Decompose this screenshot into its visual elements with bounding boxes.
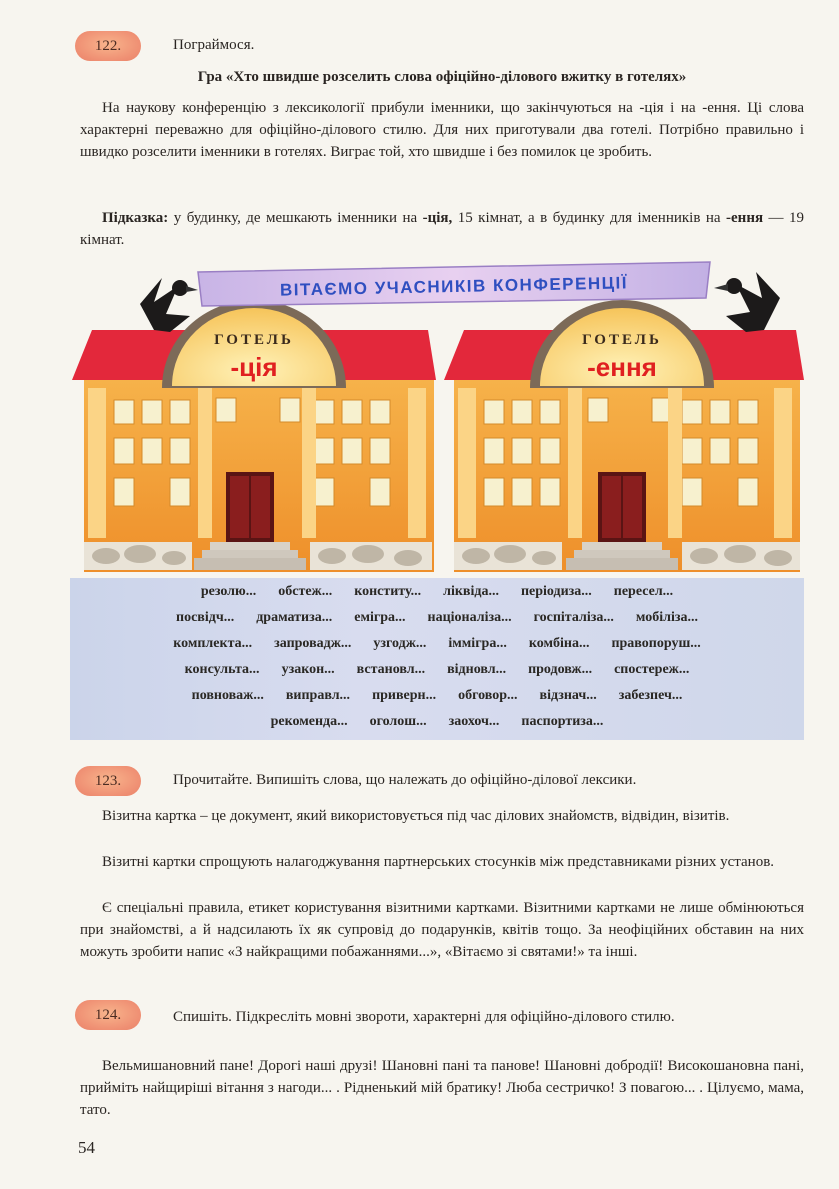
exercise-paragraph: Вельмишановний пане! Дорогі наші друзі! Шановні пані та панове! Шановні добродії! Високошановна пані, прийміть найщиріші вітання з нагоди... . Рідненький мій братику! Люба сестричко! З повагою... . Цілуємо, мама, тато. xyxy=(80,1058,804,1118)
page-number: 54 xyxy=(78,1138,95,1157)
word-fragment: пересел... xyxy=(613,584,674,599)
word-fragment: конститу... xyxy=(354,584,422,599)
word-fragment: обстеж... xyxy=(278,584,333,599)
word-fragment: ліквіда... xyxy=(443,584,499,599)
hint-suffix: -ення xyxy=(726,210,764,226)
hint-text: у будинку, де мешкають іменники на xyxy=(168,210,423,226)
hotel-left-sign-text: ГОТЕЛЬ xyxy=(214,332,294,348)
word-row xyxy=(70,636,804,652)
word-fragment: обговор... xyxy=(458,688,518,703)
hint-label: Підказка: xyxy=(102,210,169,226)
exercise-paragraph: Візитні картки спрощують налагоджування партнерських стосунків між представниками різних установ. xyxy=(102,854,775,870)
hotels-illustration xyxy=(70,258,804,578)
word-fragment: резолю... xyxy=(200,584,257,599)
exercise-title: Пограймося. xyxy=(173,37,255,53)
exercise-paragraph: Візитна картка – це документ, який використовується під час ділових знайомств, відвідин, візитів. xyxy=(102,808,730,824)
crow-left-icon xyxy=(140,278,198,332)
word-fragment: запровадж... xyxy=(274,636,352,651)
crow-right-icon xyxy=(714,272,780,332)
word-fragment: узгодж... xyxy=(373,636,427,651)
word-fragment: драматиза... xyxy=(256,610,333,625)
exercise-paragraph: На наукову конференцію з лексикології прибули іменники, що закінчуються на -ція і на -ення. Ці слова характерні переважно для офіційно-ділового стилю. Для них приготували два готелі. Потрібно правильно і швидко розселити іменники в готелях. Виграє той, хто швидше і без помилок це зробить. xyxy=(80,100,804,160)
hint-text: — 19 кімнат. xyxy=(80,210,804,248)
hotel-right-suffix: -ення xyxy=(587,352,657,382)
word-fragment: посвідч... xyxy=(176,610,235,625)
word-fragment: оголош... xyxy=(369,714,427,729)
word-fragment: забезпеч... xyxy=(618,688,683,703)
hint-paragraph xyxy=(80,207,804,251)
word-fragment: періодиза... xyxy=(520,584,592,599)
word-row xyxy=(70,662,804,678)
word-fragment: відзнач... xyxy=(539,688,597,703)
exercise-number-badge: 123. xyxy=(75,766,141,796)
word-row xyxy=(70,688,804,704)
hint-suffix: -ція, xyxy=(422,210,453,226)
word-fragment: рекоменда... xyxy=(270,714,348,729)
exercise-number-badge: 124. xyxy=(75,1000,141,1030)
word-fragment: приверн... xyxy=(372,688,437,703)
game-title: Гра «Хто швидше розселить слова офіційно-ділового вжитку в готелях» xyxy=(197,69,687,85)
word-fragment: націоналіза... xyxy=(427,610,512,625)
word-fragment: іммігра... xyxy=(448,636,507,651)
word-fragment: виправл... xyxy=(285,688,351,703)
word-row xyxy=(70,714,804,730)
banner-text: ВІТАЄМО УЧАСНИКІВ КОНФЕРЕНЦІЇ xyxy=(279,273,629,300)
word-fragment: паспортиза... xyxy=(521,714,604,729)
word-fragment: відновл... xyxy=(447,662,507,677)
word-fragment: комплекта... xyxy=(173,636,253,651)
word-fragment: консульта... xyxy=(184,662,260,677)
word-fragments-panel xyxy=(70,578,804,740)
word-fragment: повноваж... xyxy=(191,688,264,703)
exercise-title: Спишіть. Підкресліть мовні звороти, характерні для офіційно-ділового стилю. xyxy=(173,1009,675,1025)
word-fragment: узакон... xyxy=(281,662,335,677)
hint-text: 15 кімнат, а в будинку для іменників на xyxy=(452,210,727,226)
word-fragment: комбіна... xyxy=(528,636,590,651)
exercise-title: Прочитайте. Випишіть слова, що належать до офіційно-ділової лексики. xyxy=(173,772,637,788)
word-fragment: встановл... xyxy=(356,662,426,677)
exercise-paragraph: Є спеціальні правила, етикет користування візитними картками. Візитними картками не лише обмінюються при знайомстві, а й надсилають їх як супровід до подарунків, квітів тощо. За неофіційних обставин на них можуть зробити напис «З найкращими побажаннями...», «Вітаємо зі святами!» та інші. xyxy=(80,900,804,960)
word-fragment: спостереж... xyxy=(614,662,690,677)
hotel-right-sign-text: ГОТЕЛЬ xyxy=(582,332,662,348)
exercise-number-badge: 122. xyxy=(75,31,141,61)
word-fragment: продовж... xyxy=(528,662,593,677)
word-fragment: заохоч... xyxy=(448,714,500,729)
word-fragment: мобіліза... xyxy=(635,610,698,625)
word-fragment: правопоруш... xyxy=(611,636,701,651)
word-fragment: емігра... xyxy=(354,610,406,625)
word-row xyxy=(70,584,804,600)
word-row xyxy=(70,610,804,626)
hotel-left-suffix: -ція xyxy=(230,352,278,382)
word-fragment: госпіталіза... xyxy=(533,610,614,625)
